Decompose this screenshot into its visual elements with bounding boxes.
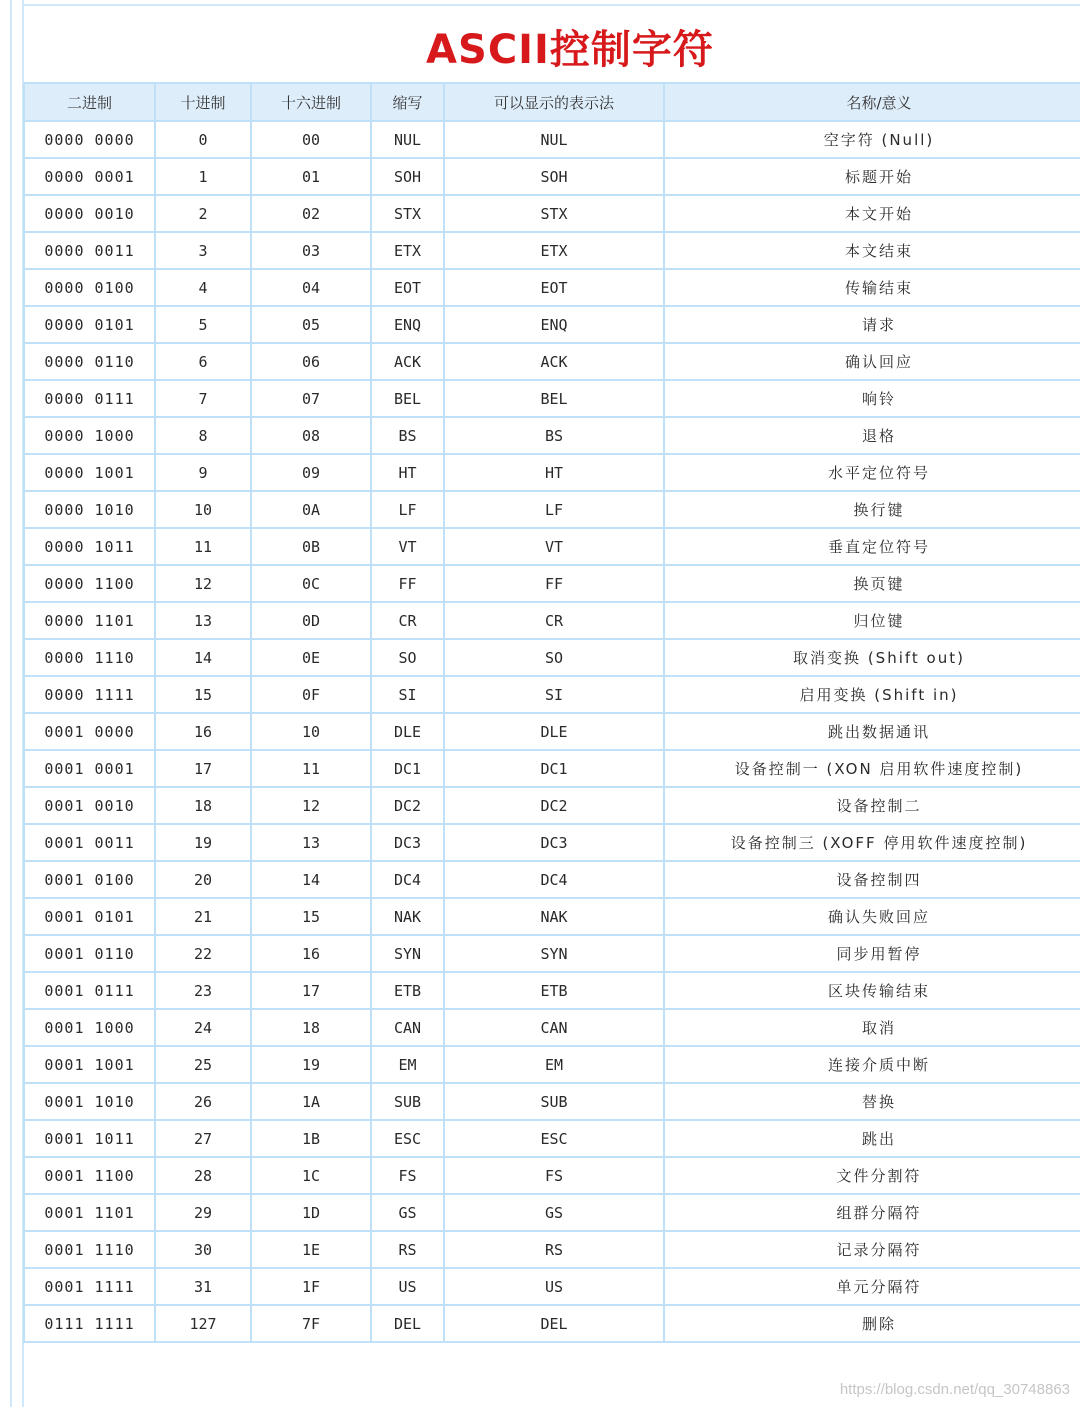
cell-name-meaning: 换行键 bbox=[664, 491, 1080, 528]
cell-display-symbol: ETB bbox=[444, 972, 664, 1009]
cell-name-meaning: 响铃 bbox=[664, 380, 1080, 417]
cell-binary: 0000 0100 bbox=[24, 269, 155, 306]
cell-decimal: 8 bbox=[155, 417, 251, 454]
cell-hex: 12 bbox=[251, 787, 371, 824]
cell-hex: 13 bbox=[251, 824, 371, 861]
cell-decimal: 26 bbox=[155, 1083, 251, 1120]
cell-hex: 0E bbox=[251, 639, 371, 676]
cell-binary: 0001 1101 bbox=[24, 1194, 155, 1231]
table-row bbox=[24, 898, 1080, 935]
cell-hex: 02 bbox=[251, 195, 371, 232]
cell-abbreviation: LF bbox=[371, 491, 444, 528]
cell-hex: 18 bbox=[251, 1009, 371, 1046]
watermark: https://blog.csdn.net/qq_30748863 bbox=[839, 1381, 1070, 1398]
cell-name-meaning: 区块传输结束 bbox=[664, 972, 1080, 1009]
cell-decimal: 17 bbox=[155, 750, 251, 787]
table-row bbox=[24, 380, 1080, 417]
cell-name-meaning: 取消 bbox=[664, 1009, 1080, 1046]
cell-name-meaning: 取消变换 (Shift out) bbox=[664, 639, 1080, 676]
cell-decimal: 21 bbox=[155, 898, 251, 935]
cell-hex: 1C bbox=[251, 1157, 371, 1194]
cell-name-meaning: 组群分隔符 bbox=[664, 1194, 1080, 1231]
cell-binary: 0001 0101 bbox=[24, 898, 155, 935]
cell-binary: 0001 0110 bbox=[24, 935, 155, 972]
cell-display-symbol: BS bbox=[444, 417, 664, 454]
cell-binary: 0001 1100 bbox=[24, 1157, 155, 1194]
cell-hex: 1B bbox=[251, 1120, 371, 1157]
cell-display-symbol: HT bbox=[444, 454, 664, 491]
cell-name-meaning: 同步用暂停 bbox=[664, 935, 1080, 972]
header-hex: 十六进制 bbox=[251, 83, 371, 121]
cell-abbreviation: ACK bbox=[371, 343, 444, 380]
cell-decimal: 13 bbox=[155, 602, 251, 639]
cell-decimal: 1 bbox=[155, 158, 251, 195]
cell-abbreviation: FS bbox=[371, 1157, 444, 1194]
cell-display-symbol: BEL bbox=[444, 380, 664, 417]
cell-display-symbol: CR bbox=[444, 602, 664, 639]
cell-abbreviation: GS bbox=[371, 1194, 444, 1231]
cell-name-meaning: 本文结束 bbox=[664, 232, 1080, 269]
cell-display-symbol: SO bbox=[444, 639, 664, 676]
cell-display-symbol: SOH bbox=[444, 158, 664, 195]
cell-hex: 1A bbox=[251, 1083, 371, 1120]
cell-binary: 0001 0100 bbox=[24, 861, 155, 898]
cell-hex: 1E bbox=[251, 1231, 371, 1268]
table-row bbox=[24, 602, 1080, 639]
cell-hex: 05 bbox=[251, 306, 371, 343]
cell-hex: 03 bbox=[251, 232, 371, 269]
cell-display-symbol: LF bbox=[444, 491, 664, 528]
cell-name-meaning: 标题开始 bbox=[664, 158, 1080, 195]
cell-name-meaning: 跳出 bbox=[664, 1120, 1080, 1157]
cell-hex: 01 bbox=[251, 158, 371, 195]
top-rule bbox=[22, 4, 1080, 6]
cell-name-meaning: 单元分隔符 bbox=[664, 1268, 1080, 1305]
cell-decimal: 3 bbox=[155, 232, 251, 269]
cell-decimal: 127 bbox=[155, 1305, 251, 1342]
cell-display-symbol: VT bbox=[444, 528, 664, 565]
cell-binary: 0000 0001 bbox=[24, 158, 155, 195]
cell-abbreviation: BS bbox=[371, 417, 444, 454]
table-row bbox=[24, 1231, 1080, 1268]
cell-name-meaning: 设备控制四 bbox=[664, 861, 1080, 898]
cell-decimal: 0 bbox=[155, 121, 251, 158]
cell-abbreviation: NAK bbox=[371, 898, 444, 935]
cell-binary: 0000 0011 bbox=[24, 232, 155, 269]
cell-display-symbol: SI bbox=[444, 676, 664, 713]
table-body bbox=[24, 121, 1080, 1342]
cell-name-meaning: 设备控制三 (XOFF 停用软件速度控制) bbox=[664, 824, 1080, 861]
cell-binary: 0001 1000 bbox=[24, 1009, 155, 1046]
table-row bbox=[24, 195, 1080, 232]
cell-decimal: 24 bbox=[155, 1009, 251, 1046]
cell-hex: 08 bbox=[251, 417, 371, 454]
table-row bbox=[24, 1120, 1080, 1157]
cell-binary: 0001 1011 bbox=[24, 1120, 155, 1157]
cell-abbreviation: SO bbox=[371, 639, 444, 676]
cell-abbreviation: NUL bbox=[371, 121, 444, 158]
cell-decimal: 29 bbox=[155, 1194, 251, 1231]
cell-binary: 0000 1000 bbox=[24, 417, 155, 454]
cell-binary: 0000 1010 bbox=[24, 491, 155, 528]
cell-hex: 0B bbox=[251, 528, 371, 565]
cell-abbreviation: DC3 bbox=[371, 824, 444, 861]
cell-name-meaning: 替换 bbox=[664, 1083, 1080, 1120]
cell-display-symbol: NUL bbox=[444, 121, 664, 158]
table-row bbox=[24, 1046, 1080, 1083]
cell-binary: 0001 0111 bbox=[24, 972, 155, 1009]
cell-name-meaning: 启用变换 (Shift in) bbox=[664, 676, 1080, 713]
cell-abbreviation: SI bbox=[371, 676, 444, 713]
cell-decimal: 19 bbox=[155, 824, 251, 861]
table-row bbox=[24, 750, 1080, 787]
cell-decimal: 11 bbox=[155, 528, 251, 565]
left-margin-line bbox=[10, 0, 12, 1407]
table-row bbox=[24, 158, 1080, 195]
table-row bbox=[24, 343, 1080, 380]
cell-hex: 10 bbox=[251, 713, 371, 750]
table-row bbox=[24, 1157, 1080, 1194]
cell-abbreviation: CR bbox=[371, 602, 444, 639]
cell-name-meaning: 连接介质中断 bbox=[664, 1046, 1080, 1083]
cell-display-symbol: DC2 bbox=[444, 787, 664, 824]
cell-name-meaning: 请求 bbox=[664, 306, 1080, 343]
cell-binary: 0000 0110 bbox=[24, 343, 155, 380]
cell-abbreviation: DLE bbox=[371, 713, 444, 750]
cell-binary: 0001 0001 bbox=[24, 750, 155, 787]
cell-hex: 7F bbox=[251, 1305, 371, 1342]
cell-display-symbol: RS bbox=[444, 1231, 664, 1268]
table-row bbox=[24, 306, 1080, 343]
table-row bbox=[24, 232, 1080, 269]
cell-name-meaning: 确认回应 bbox=[664, 343, 1080, 380]
cell-hex: 04 bbox=[251, 269, 371, 306]
cell-display-symbol: NAK bbox=[444, 898, 664, 935]
cell-hex: 19 bbox=[251, 1046, 371, 1083]
cell-name-meaning: 传输结束 bbox=[664, 269, 1080, 306]
cell-display-symbol: GS bbox=[444, 1194, 664, 1231]
cell-display-symbol: SUB bbox=[444, 1083, 664, 1120]
cell-binary: 0000 1111 bbox=[24, 676, 155, 713]
cell-decimal: 7 bbox=[155, 380, 251, 417]
cell-display-symbol: SYN bbox=[444, 935, 664, 972]
cell-hex: 15 bbox=[251, 898, 371, 935]
cell-decimal: 22 bbox=[155, 935, 251, 972]
header-abbreviation: 缩写 bbox=[371, 83, 444, 121]
table-row bbox=[24, 1009, 1080, 1046]
cell-display-symbol: DEL bbox=[444, 1305, 664, 1342]
cell-decimal: 20 bbox=[155, 861, 251, 898]
cell-display-symbol: STX bbox=[444, 195, 664, 232]
cell-abbreviation: ENQ bbox=[371, 306, 444, 343]
table-row bbox=[24, 972, 1080, 1009]
cell-display-symbol: FS bbox=[444, 1157, 664, 1194]
cell-name-meaning: 退格 bbox=[664, 417, 1080, 454]
cell-binary: 0000 0111 bbox=[24, 380, 155, 417]
cell-binary: 0001 0000 bbox=[24, 713, 155, 750]
ascii-control-table bbox=[23, 82, 1080, 1343]
table-row bbox=[24, 528, 1080, 565]
table-row bbox=[24, 935, 1080, 972]
cell-display-symbol: CAN bbox=[444, 1009, 664, 1046]
cell-decimal: 9 bbox=[155, 454, 251, 491]
header-decimal: 十进制 bbox=[155, 83, 251, 121]
cell-abbreviation: DC2 bbox=[371, 787, 444, 824]
cell-display-symbol: US bbox=[444, 1268, 664, 1305]
cell-decimal: 16 bbox=[155, 713, 251, 750]
cell-abbreviation: FF bbox=[371, 565, 444, 602]
cell-display-symbol: DC1 bbox=[444, 750, 664, 787]
cell-binary: 0000 0010 bbox=[24, 195, 155, 232]
table-row bbox=[24, 639, 1080, 676]
cell-display-symbol: DC4 bbox=[444, 861, 664, 898]
cell-name-meaning: 垂直定位符号 bbox=[664, 528, 1080, 565]
cell-name-meaning: 删除 bbox=[664, 1305, 1080, 1342]
header-display-symbol: 可以显示的表示法 bbox=[444, 83, 664, 121]
header-row bbox=[24, 83, 1080, 121]
cell-name-meaning: 空字符 (Null) bbox=[664, 121, 1080, 158]
cell-name-meaning: 本文开始 bbox=[664, 195, 1080, 232]
table-row bbox=[24, 1083, 1080, 1120]
header-name-meaning: 名称/意义 bbox=[664, 83, 1080, 121]
table-row bbox=[24, 1194, 1080, 1231]
cell-binary: 0000 1100 bbox=[24, 565, 155, 602]
cell-abbreviation: STX bbox=[371, 195, 444, 232]
cell-binary: 0000 0000 bbox=[24, 121, 155, 158]
table-row bbox=[24, 787, 1080, 824]
cell-abbreviation: US bbox=[371, 1268, 444, 1305]
cell-name-meaning: 文件分割符 bbox=[664, 1157, 1080, 1194]
cell-abbreviation: DEL bbox=[371, 1305, 444, 1342]
table-row bbox=[24, 676, 1080, 713]
cell-binary: 0000 0101 bbox=[24, 306, 155, 343]
cell-decimal: 27 bbox=[155, 1120, 251, 1157]
cell-binary: 0001 0010 bbox=[24, 787, 155, 824]
cell-abbreviation: EM bbox=[371, 1046, 444, 1083]
table-row bbox=[24, 1268, 1080, 1305]
cell-abbreviation: EOT bbox=[371, 269, 444, 306]
cell-name-meaning: 设备控制二 bbox=[664, 787, 1080, 824]
cell-hex: 06 bbox=[251, 343, 371, 380]
cell-hex: 0C bbox=[251, 565, 371, 602]
cell-display-symbol: EOT bbox=[444, 269, 664, 306]
cell-hex: 0F bbox=[251, 676, 371, 713]
cell-decimal: 23 bbox=[155, 972, 251, 1009]
cell-abbreviation: VT bbox=[371, 528, 444, 565]
cell-binary: 0111 1111 bbox=[24, 1305, 155, 1342]
cell-name-meaning: 换页键 bbox=[664, 565, 1080, 602]
cell-hex: 1D bbox=[251, 1194, 371, 1231]
cell-decimal: 31 bbox=[155, 1268, 251, 1305]
cell-decimal: 30 bbox=[155, 1231, 251, 1268]
cell-hex: 07 bbox=[251, 380, 371, 417]
table-row bbox=[24, 713, 1080, 750]
cell-abbreviation: SUB bbox=[371, 1083, 444, 1120]
table-row bbox=[24, 269, 1080, 306]
cell-abbreviation: ETX bbox=[371, 232, 444, 269]
cell-binary: 0001 1010 bbox=[24, 1083, 155, 1120]
cell-binary: 0001 1110 bbox=[24, 1231, 155, 1268]
cell-binary: 0000 1001 bbox=[24, 454, 155, 491]
cell-abbreviation: RS bbox=[371, 1231, 444, 1268]
cell-binary: 0001 1111 bbox=[24, 1268, 155, 1305]
cell-binary: 0000 1011 bbox=[24, 528, 155, 565]
cell-decimal: 15 bbox=[155, 676, 251, 713]
cell-decimal: 28 bbox=[155, 1157, 251, 1194]
cell-abbreviation: ETB bbox=[371, 972, 444, 1009]
cell-binary: 0001 1001 bbox=[24, 1046, 155, 1083]
cell-abbreviation: SOH bbox=[371, 158, 444, 195]
page-title: ASCII控制字符 bbox=[426, 27, 714, 73]
table-row bbox=[24, 491, 1080, 528]
cell-hex: 16 bbox=[251, 935, 371, 972]
table-row bbox=[24, 824, 1080, 861]
table-row bbox=[24, 417, 1080, 454]
cell-name-meaning: 记录分隔符 bbox=[664, 1231, 1080, 1268]
cell-abbreviation: HT bbox=[371, 454, 444, 491]
cell-binary: 0000 1101 bbox=[24, 602, 155, 639]
cell-decimal: 4 bbox=[155, 269, 251, 306]
table-row bbox=[24, 565, 1080, 602]
cell-hex: 1F bbox=[251, 1268, 371, 1305]
cell-decimal: 12 bbox=[155, 565, 251, 602]
cell-display-symbol: DLE bbox=[444, 713, 664, 750]
cell-abbreviation: DC1 bbox=[371, 750, 444, 787]
table-row bbox=[24, 1305, 1080, 1342]
header-binary: 二进制 bbox=[24, 83, 155, 121]
cell-hex: 0A bbox=[251, 491, 371, 528]
cell-hex: 0D bbox=[251, 602, 371, 639]
table-header bbox=[24, 83, 1080, 121]
cell-display-symbol: FF bbox=[444, 565, 664, 602]
cell-abbreviation: BEL bbox=[371, 380, 444, 417]
cell-decimal: 18 bbox=[155, 787, 251, 824]
cell-hex: 17 bbox=[251, 972, 371, 1009]
cell-decimal: 5 bbox=[155, 306, 251, 343]
cell-decimal: 14 bbox=[155, 639, 251, 676]
cell-decimal: 2 bbox=[155, 195, 251, 232]
cell-display-symbol: DC3 bbox=[444, 824, 664, 861]
cell-name-meaning: 水平定位符号 bbox=[664, 454, 1080, 491]
cell-hex: 00 bbox=[251, 121, 371, 158]
cell-name-meaning: 确认失败回应 bbox=[664, 898, 1080, 935]
cell-name-meaning: 设备控制一 (XON 启用软件速度控制) bbox=[664, 750, 1080, 787]
cell-display-symbol: ESC bbox=[444, 1120, 664, 1157]
cell-hex: 09 bbox=[251, 454, 371, 491]
cell-hex: 14 bbox=[251, 861, 371, 898]
cell-abbreviation: DC4 bbox=[371, 861, 444, 898]
cell-name-meaning: 跳出数据通讯 bbox=[664, 713, 1080, 750]
cell-decimal: 10 bbox=[155, 491, 251, 528]
table-row bbox=[24, 861, 1080, 898]
cell-abbreviation: SYN bbox=[371, 935, 444, 972]
table-row bbox=[24, 121, 1080, 158]
cell-display-symbol: EM bbox=[444, 1046, 664, 1083]
cell-binary: 0000 1110 bbox=[24, 639, 155, 676]
cell-decimal: 25 bbox=[155, 1046, 251, 1083]
cell-display-symbol: ACK bbox=[444, 343, 664, 380]
cell-display-symbol: ENQ bbox=[444, 306, 664, 343]
cell-abbreviation: CAN bbox=[371, 1009, 444, 1046]
cell-decimal: 6 bbox=[155, 343, 251, 380]
cell-binary: 0001 0011 bbox=[24, 824, 155, 861]
cell-abbreviation: ESC bbox=[371, 1120, 444, 1157]
cell-display-symbol: ETX bbox=[444, 232, 664, 269]
table-row bbox=[24, 454, 1080, 491]
cell-hex: 11 bbox=[251, 750, 371, 787]
cell-name-meaning: 归位键 bbox=[664, 602, 1080, 639]
